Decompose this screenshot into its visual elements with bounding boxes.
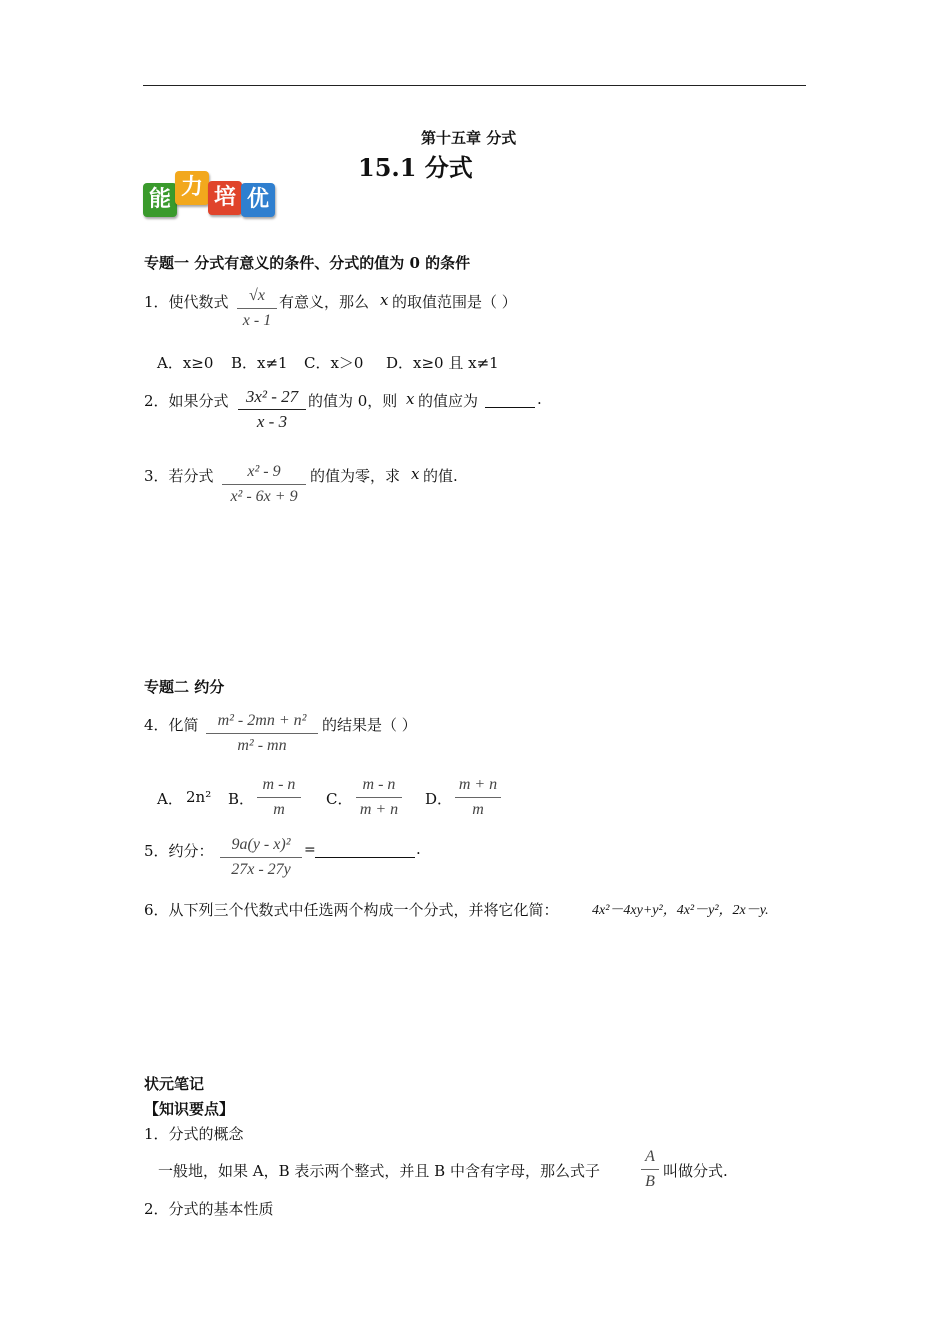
q3-tail-a: 的值为零，求 bbox=[310, 467, 401, 485]
q2-tail-b: 的值应为 bbox=[418, 392, 479, 410]
q4-fraction bbox=[206, 712, 318, 755]
q1-tail-a: 有意义，那么 bbox=[279, 293, 370, 311]
q3-fraction bbox=[222, 463, 306, 506]
notes-item-2: 2．分式的基本性质 bbox=[144, 1200, 274, 1218]
q4-option-a-value: 2n² bbox=[186, 788, 212, 806]
ability-logo bbox=[143, 169, 276, 221]
q1-option-a: A．x≥0 bbox=[157, 354, 214, 372]
q2-answer-blank[interactable] bbox=[485, 390, 535, 408]
q2-fraction bbox=[238, 388, 306, 431]
q1-fraction bbox=[237, 287, 277, 330]
q2-end: . bbox=[537, 390, 542, 408]
q5-frac-den: 27x - 27y bbox=[231, 861, 291, 878]
q4-frac-num: m² - 2mn + n² bbox=[217, 712, 307, 729]
q5-lead: 5．约分： bbox=[144, 842, 214, 860]
q4-option-a-label: A． bbox=[157, 790, 183, 808]
q2-frac-den: x - 3 bbox=[256, 412, 288, 431]
q5-fraction bbox=[220, 836, 302, 879]
logo-char-2: 力 bbox=[175, 171, 209, 205]
logo-char-1: 能 bbox=[143, 183, 177, 217]
q4-option-d-num: m + n bbox=[458, 776, 498, 793]
q1-option-d: D．x≥0 且 x≠1 bbox=[386, 354, 499, 372]
q3-tail-b: 的值. bbox=[423, 467, 458, 485]
q5-frac-num: 9a(y - x)² bbox=[231, 836, 291, 853]
q4-option-c-num: m - n bbox=[362, 776, 396, 793]
q3-lead: 3．若分式 bbox=[144, 467, 214, 485]
q3-frac-den: x² - 6x + 9 bbox=[230, 488, 298, 505]
q1-frac-num: √x bbox=[249, 287, 265, 304]
chapter-title: 第十五章 分式 bbox=[421, 129, 517, 147]
q4-option-c-den: m + n bbox=[359, 801, 399, 818]
logo-char-4: 优 bbox=[241, 183, 275, 217]
q1-option-b: B．x≠1 bbox=[231, 354, 288, 372]
notes-subtitle: 【知识要点】 bbox=[144, 1100, 235, 1118]
topic1-title: 专题一 分式有意义的条件、分式的值为 0 的条件 bbox=[144, 254, 471, 272]
notes-item-1-text-b: 叫做分式. bbox=[663, 1162, 728, 1180]
q4-tail: 的结果是（ ） bbox=[322, 716, 417, 734]
q5-equals: = bbox=[304, 842, 316, 858]
topic2-title: 专题二 约分 bbox=[144, 678, 225, 696]
q4-option-d-den: m bbox=[472, 801, 484, 818]
header-rule bbox=[143, 85, 806, 86]
q3-frac-num: x² - 9 bbox=[247, 463, 281, 480]
notes-item-1-fraction bbox=[641, 1148, 659, 1191]
q4-option-b-den: m bbox=[273, 801, 285, 818]
q4-lead: 4．化简 bbox=[144, 716, 199, 734]
q5-answer-blank[interactable] bbox=[315, 840, 415, 858]
q2-frac-num: 3x² - 27 bbox=[245, 387, 299, 406]
q2-lead: 2．如果分式 bbox=[144, 392, 229, 410]
q1-var: x bbox=[380, 291, 389, 309]
q4-option-c-fraction bbox=[356, 776, 402, 819]
q4-option-b-num: m - n bbox=[262, 776, 296, 793]
q4-option-c-label: C． bbox=[326, 790, 353, 808]
q4-option-d-fraction bbox=[455, 776, 501, 819]
q4-frac-den: m² - mn bbox=[237, 737, 287, 754]
q4-option-b-label: B． bbox=[228, 790, 255, 808]
q3-var: x bbox=[411, 465, 420, 483]
notes-item-1-frac-num: A bbox=[645, 1148, 655, 1165]
notes-item-1: 1．分式的概念 bbox=[144, 1125, 244, 1143]
notes-title: 状元笔记 bbox=[144, 1075, 205, 1093]
q1-tail-b: 的取值范围是（ ） bbox=[392, 293, 517, 311]
logo-char-3: 培 bbox=[208, 181, 242, 215]
q4-option-b-fraction bbox=[257, 776, 301, 819]
q6-expressions: 4x²－4xy+y²，4x²－y²，2x－y. bbox=[592, 903, 769, 918]
q2-var: x bbox=[406, 390, 415, 408]
q6-text: 6．从下列三个代数式中任选两个构成一个分式，并将它化简： bbox=[144, 901, 559, 919]
q5-end: . bbox=[416, 840, 421, 858]
q1-lead: 1．使代数式 bbox=[144, 293, 229, 311]
notes-item-1-frac-den: B bbox=[645, 1173, 655, 1190]
q2-tail-a: 的值为 0，则 bbox=[308, 392, 398, 410]
section-title: 15.1 分式 bbox=[358, 153, 473, 182]
q1-option-c: C．x＞0 bbox=[304, 354, 364, 372]
q4-option-d-label: D． bbox=[425, 790, 453, 808]
q1-frac-den: x - 1 bbox=[242, 312, 272, 329]
notes-item-1-text-a: 一般地，如果 A，B 表示两个整式，并且 B 中含有字母，那么式子 bbox=[158, 1162, 600, 1180]
